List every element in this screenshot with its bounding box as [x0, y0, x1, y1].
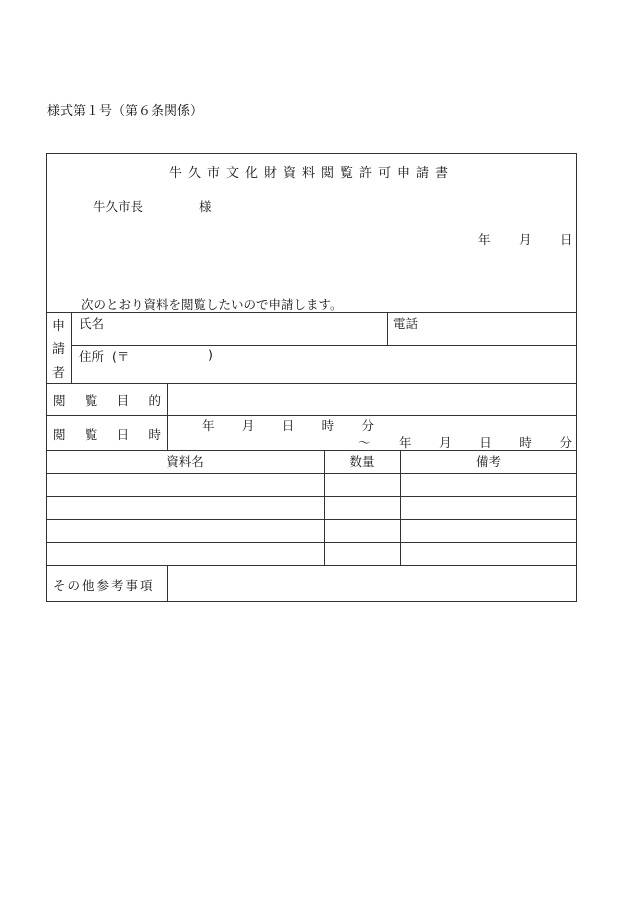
form-title: 牛久市文化財資料閲覧許可申請書: [168, 166, 454, 181]
address-label: 住所: [79, 349, 105, 364]
divider: [46, 496, 577, 497]
datetime-unit-hour: 時: [321, 418, 335, 433]
divider: [71, 312, 72, 383]
purpose-label-char: 覧: [84, 393, 98, 408]
applicant-label-char: 者: [51, 365, 65, 381]
divider: [167, 565, 168, 602]
divider: [46, 542, 577, 543]
applicant-label-char: 請: [51, 342, 65, 358]
purpose-label-char: 閲: [53, 393, 66, 408]
divider: [46, 565, 577, 566]
datetime-start: [202, 416, 374, 434]
applicant-label: [46, 313, 71, 383]
date-year: 年: [478, 232, 491, 247]
datetime-label-char: 閲: [53, 427, 66, 442]
column-header-material: 資料名: [166, 454, 204, 469]
divider: [46, 519, 577, 520]
datetime-unit-hour: 時: [519, 435, 532, 450]
statement: 次のとおり資料を閲覧したいので申請します。: [81, 297, 343, 312]
name-label: 氏名: [79, 316, 105, 331]
applicant-label-char: 申: [51, 319, 65, 335]
column-header-remarks: 備考: [475, 454, 501, 469]
datetime-unit-month: 月: [241, 418, 255, 433]
datetime-unit-year: 年: [399, 435, 412, 450]
datetime-unit-day: 日: [479, 435, 492, 450]
datetime-unit-day: 日: [281, 418, 295, 433]
purpose-label-char: 目: [116, 393, 130, 408]
datetime-label-char: 覧: [84, 427, 98, 442]
purpose-label-char: 的: [148, 393, 161, 408]
datetime-unit-minute: 分: [559, 435, 572, 450]
addressee-honorific: 様: [199, 199, 212, 214]
datetime-label-char: 時: [148, 427, 161, 442]
application-form-frame: [46, 153, 577, 602]
column-header-quantity: 数量: [349, 454, 375, 469]
divider: [387, 312, 388, 345]
other-notes-label: その他参考事項: [53, 578, 155, 593]
datetime-end: [399, 433, 572, 451]
divider: [71, 345, 577, 346]
form-number: 様式第１号（第６条関係）: [47, 104, 204, 119]
datetime-label-char: 日: [116, 427, 130, 442]
purpose-label: [53, 391, 161, 409]
datetime-unit-month: 月: [439, 435, 452, 450]
divider: [167, 383, 168, 450]
divider: [46, 473, 577, 474]
datetime-label: [53, 425, 161, 443]
phone-label: 電話: [393, 316, 419, 331]
postal-code-close: ): [208, 347, 213, 362]
date-day: 日: [560, 232, 573, 247]
date-month: 月: [519, 232, 532, 247]
divider: [46, 383, 577, 384]
datetime-tilde: ～: [358, 435, 371, 450]
addressee-name: 牛久市長: [93, 199, 144, 214]
postal-code-open: (〒: [112, 349, 130, 364]
datetime-unit-year: 年: [202, 418, 215, 433]
datetime-unit-minute: 分: [361, 418, 374, 433]
